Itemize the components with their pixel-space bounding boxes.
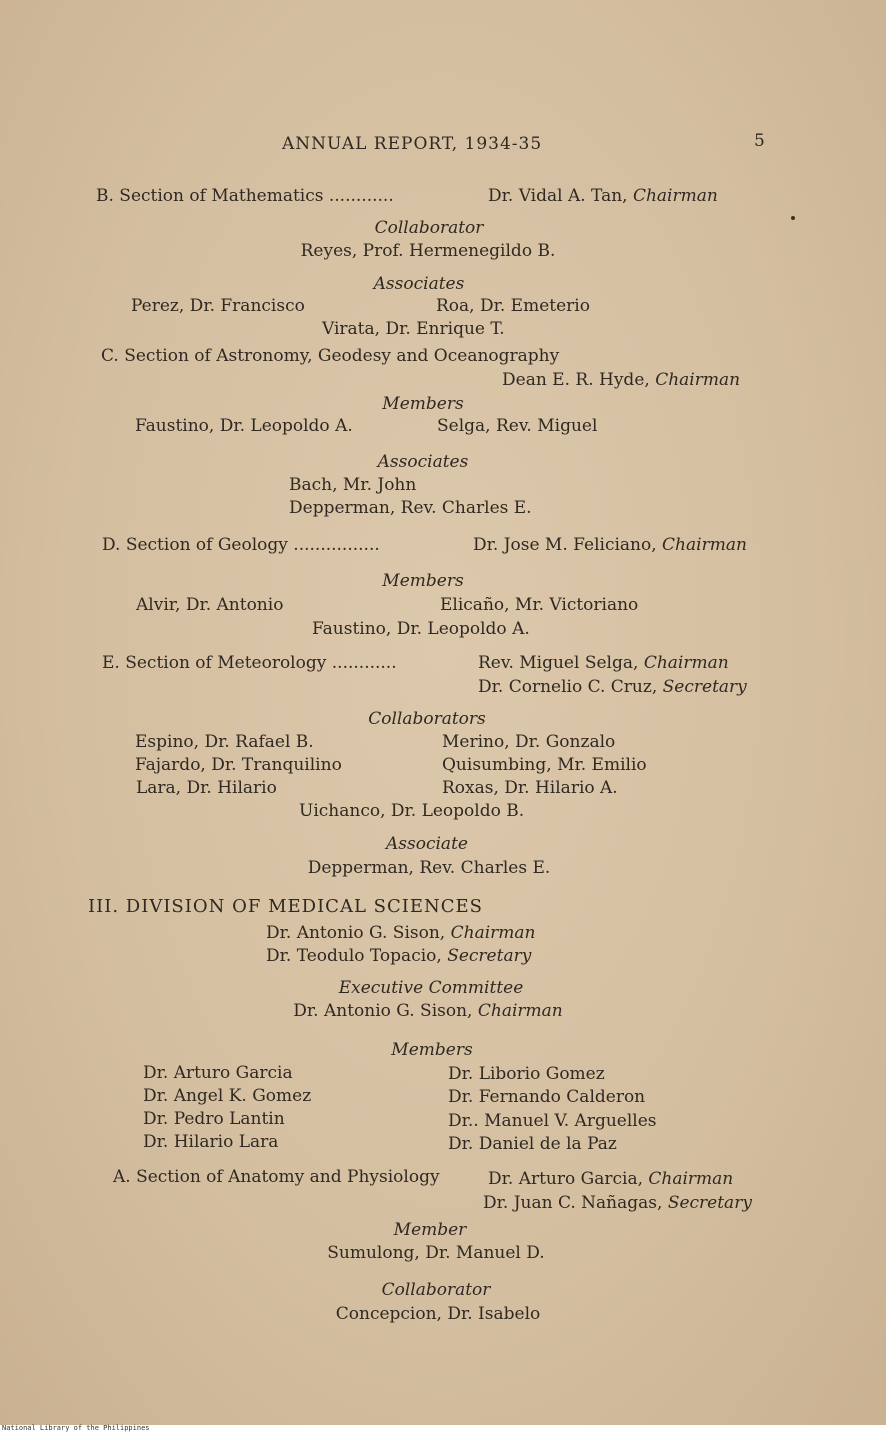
chairman-anatomy: Dr. Arturo Garcia, Chairman	[488, 1169, 734, 1189]
collaborator-name: Espino, Dr. Rafael B.	[135, 732, 314, 752]
associate-name: Roa, Dr. Emeterio	[436, 296, 590, 316]
section-heading-mathematics: B. Section of Mathematics ............	[96, 186, 394, 206]
member-name: Faustino, Dr. Leopoldo A.	[135, 416, 353, 436]
label-associates: Associates	[373, 274, 465, 294]
section-heading-meteorology: E. Section of Meteorology ............	[102, 653, 397, 673]
running-header: ANNUAL REPORT, 1934-35	[282, 134, 543, 154]
member-name: Dr. Fernando Calderon	[448, 1087, 646, 1107]
member-name: Dr. Daniel de la Paz	[448, 1134, 617, 1154]
division-secretary: Dr. Teodulo Topacio, Secretary	[266, 946, 532, 966]
section-heading-astronomy: C. Section of Astronomy, Geodesy and Oceanography	[101, 346, 560, 366]
member-name: Dr. Liborio Gomez	[448, 1064, 605, 1084]
label-member: Member	[393, 1220, 467, 1240]
division-heading: III. DIVISION OF MEDICAL SCIENCES	[88, 896, 483, 917]
collaborator-name: Lara, Dr. Hilario	[136, 778, 277, 798]
member-name: Dr. Pedro Lantin	[143, 1109, 285, 1129]
chairman-meteorology: Rev. Miguel Selga, Chairman	[478, 653, 729, 673]
library-credit: National Library of the Philippines	[2, 1424, 150, 1432]
label-members: Members	[382, 571, 464, 591]
label-members: Members	[382, 394, 464, 414]
member-name: Dr. Angel K. Gomez	[143, 1086, 312, 1106]
collaborator-name: Fajardo, Dr. Tranquilino	[135, 755, 342, 775]
associate-name: Depperman, Rev. Charles E.	[307, 858, 551, 878]
member-name: Selga, Rev. Miguel	[437, 416, 598, 436]
label-executive-committee: Executive Committee	[338, 978, 524, 998]
label-associates: Associates	[377, 452, 469, 472]
member-name: Alvir, Dr. Antonio	[136, 595, 284, 615]
associate-name: Bach, Mr. John	[289, 475, 417, 495]
section-heading-anatomy: A. Section of Anatomy and Physiology	[113, 1167, 440, 1187]
label-collaborators: Collaborators	[368, 709, 486, 729]
collaborator-name: Reyes, Prof. Hermenegildo B.	[300, 241, 556, 261]
member-name: Sumulong, Dr. Manuel D.	[327, 1243, 545, 1263]
label-collaborator: Collaborator	[381, 1280, 491, 1300]
secretary-anatomy: Dr. Juan C. Nañagas, Secretary	[483, 1193, 752, 1213]
member-name: Elicaño, Mr. Victoriano	[440, 595, 639, 615]
collaborator-name: Concepcion, Dr. Isabelo	[335, 1304, 541, 1324]
associate-name: Perez, Dr. Francisco	[131, 296, 305, 316]
member-name: Dr. Arturo Garcia	[143, 1063, 293, 1083]
associate-name: Depperman, Rev. Charles E.	[289, 498, 532, 518]
label-associate: Associate	[386, 834, 468, 854]
executive-committee-chairman: Dr. Antonio G. Sison, Chairman	[293, 1001, 563, 1021]
member-name: Dr.. Manuel V. Arguelles	[448, 1111, 657, 1131]
collaborator-name: Roxas, Dr. Hilario A.	[442, 778, 618, 798]
label-collaborator: Collaborator	[374, 218, 484, 238]
secretary-meteorology: Dr. Cornelio C. Cruz, Secretary	[478, 677, 747, 697]
chairman-geology: Dr. Jose M. Feliciano, Chairman	[473, 535, 747, 555]
member-name: Dr. Hilario Lara	[143, 1132, 279, 1152]
chairman-mathematics: Dr. Vidal A. Tan, Chairman	[488, 186, 718, 206]
collaborator-name: Uichanco, Dr. Leopoldo B.	[299, 801, 525, 821]
page-number: 5	[754, 131, 765, 151]
collaborator-name: Quisumbing, Mr. Emilio	[442, 755, 647, 775]
collaborator-name: Merino, Dr. Gonzalo	[442, 732, 616, 752]
member-name: Faustino, Dr. Leopoldo A.	[312, 619, 530, 639]
division-chairman: Dr. Antonio G. Sison, Chairman	[266, 923, 536, 943]
label-members: Members	[391, 1040, 473, 1060]
chairman-astronomy: Dean E. R. Hyde, Chairman	[502, 370, 741, 390]
footer-bar	[0, 1425, 886, 1433]
section-heading-geology: D. Section of Geology ................	[102, 535, 380, 555]
associate-name: Virata, Dr. Enrique T.	[322, 319, 505, 339]
